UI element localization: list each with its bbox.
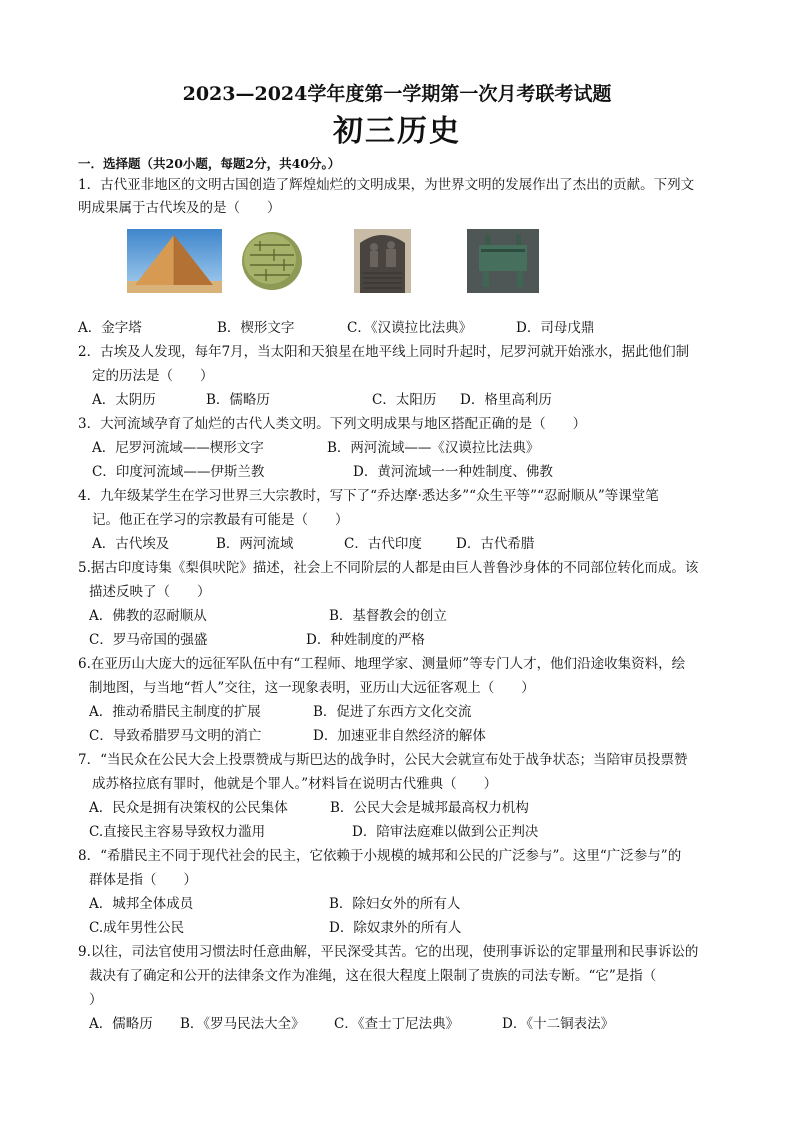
q3-option-a: A．尼罗河流域——楔形文字 <box>92 440 264 456</box>
q1-option-b: B．楔形文字 <box>217 320 295 336</box>
q9-stem-line3: ） <box>89 992 103 1008</box>
q9-option-a: A．儒略历 <box>89 1016 153 1032</box>
q5-option-b: B．基督教会的创立 <box>329 608 447 624</box>
q1-option-a: A．金字塔 <box>78 320 142 336</box>
q6-stem-line2: 制地图，与当地“哲人”交往，这一现象表明，亚历山大远征客观上（ ） <box>89 680 535 696</box>
q2-option-d: D．格里高利历 <box>460 392 552 408</box>
q7-option-a: A．民众是拥有决策权的公民集体 <box>89 800 288 816</box>
q2-option-a: A．太阴历 <box>92 392 156 408</box>
q9-option-d: D．《十二铜表法》 <box>502 1016 615 1032</box>
q2-option-b: B．儒略历 <box>206 392 270 408</box>
q6-option-a: A．推动希腊民主制度的扩展 <box>89 704 261 720</box>
section-heading: 一．选择题（共20小题，每题2分，共40分。） <box>78 156 341 171</box>
q6-option-c: C．导致希腊罗马文明的消亡 <box>89 728 262 744</box>
q1-stem-line1: 1．古代亚非地区的文明古国创造了辉煌灿烂的文明成果，为世界文明的发展作出了杰出的贡献。下列文 <box>78 177 695 193</box>
subject-title: 初三历史 <box>333 114 461 149</box>
q4-option-d: D．古代希腊 <box>456 536 535 552</box>
q8-option-d: D．除奴隶外的所有人 <box>329 920 462 936</box>
q2-stem-line2: 定的历法是（ ） <box>92 368 214 384</box>
q9-stem-line1: 9.以往，司法官使用习惯法时任意曲解，平民深受其苦。它的出现，使刑事诉讼的定罪量刑和民事诉讼的 <box>78 944 699 960</box>
q4-stem-line2: 记。他正在学习的宗教最有可能是（ ） <box>92 512 349 528</box>
q9-option-c: C．《查士丁尼法典》 <box>334 1016 460 1032</box>
q1-option-c: C．《汉谟拉比法典》 <box>347 320 473 336</box>
q5-option-d: D．种姓制度的严格 <box>306 632 425 648</box>
q3-option-d: D．黄河流域一一种姓制度、佛教 <box>353 464 553 480</box>
q2-option-c: C．太阳历 <box>372 392 437 408</box>
q6-option-d: D．加速亚非自然经济的解体 <box>313 728 486 744</box>
q7-option-c: C.直接民主容易导致权力滥用 <box>89 824 266 840</box>
q8-option-a: A．城邦全体成员 <box>89 896 194 912</box>
q4-stem-line1: 4．九年级某学生在学习世界三大宗教时，写下了“乔达摩·悉达多”“众生平等”“忍耐顺从”等课堂笔 <box>78 488 659 504</box>
q5-stem-line2: 描述反映了（ ） <box>89 584 211 600</box>
q7-option-b: B．公民大会是城邦最高权力机构 <box>330 800 529 816</box>
pyramid-image <box>127 229 222 293</box>
q6-option-b: B．促进了东西方文化交流 <box>313 704 472 720</box>
q5-option-c: C．罗马帝国的强盛 <box>89 632 208 648</box>
q6-stem-line1: 6.在亚历山大庞大的远征军队伍中有“工程师、地理学家、测量师”等专门人才，他们沿途收集资料，绘 <box>78 656 686 672</box>
q1-stem-line2: 明成果属于古代埃及的是（ ） <box>78 200 281 216</box>
q8-stem-line1: 8．“希腊民主不同于现代社会的民主，它依赖于小规模的城邦和公民的广泛参与”。这里“广泛参与”的 <box>78 848 682 864</box>
q3-stem-line1: 3．大河流域孕育了灿烂的古代人类文明。下列文明成果与地区搭配正确的是（ ） <box>78 416 587 432</box>
q3-option-b: B．两河流域——《汉谟拉比法典》 <box>327 440 540 456</box>
q7-option-d: D．陪审法庭难以做到公正判决 <box>352 824 539 840</box>
q8-option-b: B．除妇女外的所有人 <box>329 896 461 912</box>
q2-stem-line1: 2．古埃及人发现，每年7月，当太阳和天狼星在地平线上同时升起时，尼罗河就开始涨水，据此他们制 <box>78 344 690 360</box>
q9-option-b: B．《罗马民法大全》 <box>180 1016 305 1032</box>
simuwu-ding-image <box>467 229 539 293</box>
q9-stem-line2: 裁决有了确定和公开的法律条文作为准绳，这在很大程度上限制了贵族的司法专断。“它”是指（ <box>89 968 657 984</box>
q8-option-c: C.成年男性公民 <box>89 920 185 936</box>
cuneiform-tablet-image <box>240 229 304 293</box>
q1-option-d: D．司母戊鼎 <box>516 320 595 336</box>
q4-option-c: C．古代印度 <box>344 536 422 552</box>
q5-option-a: A．佛教的忍耐顺从 <box>89 608 207 624</box>
q5-stem-line1: 5.据古印度诗集《梨俱吠陀》描述，社会上不同阶层的人都是由巨人普鲁沙身体的不同部位转化而成。该 <box>78 560 699 576</box>
q7-stem-line2: 成苏格拉底有罪时，他就是个罪人。”材料旨在说明古代雅典（ ） <box>92 776 498 792</box>
q3-option-c: C．印度河流域——伊斯兰教 <box>92 464 265 480</box>
hammurabi-stele-image <box>354 229 411 293</box>
q4-option-a: A．古代埃及 <box>92 536 170 552</box>
q4-option-b: B．两河流域 <box>216 536 294 552</box>
q8-stem-line2: 群体是指（ ） <box>89 872 197 888</box>
q7-stem-line1: 7．“当民众在公民大会上投票赞成与斯巴达的战争时，公民大会就宣布处于战争状态；当陪审员投票赞 <box>78 752 688 768</box>
exam-title: 2023—2024学年度第一学期第一次月考联考试题 <box>182 83 612 105</box>
